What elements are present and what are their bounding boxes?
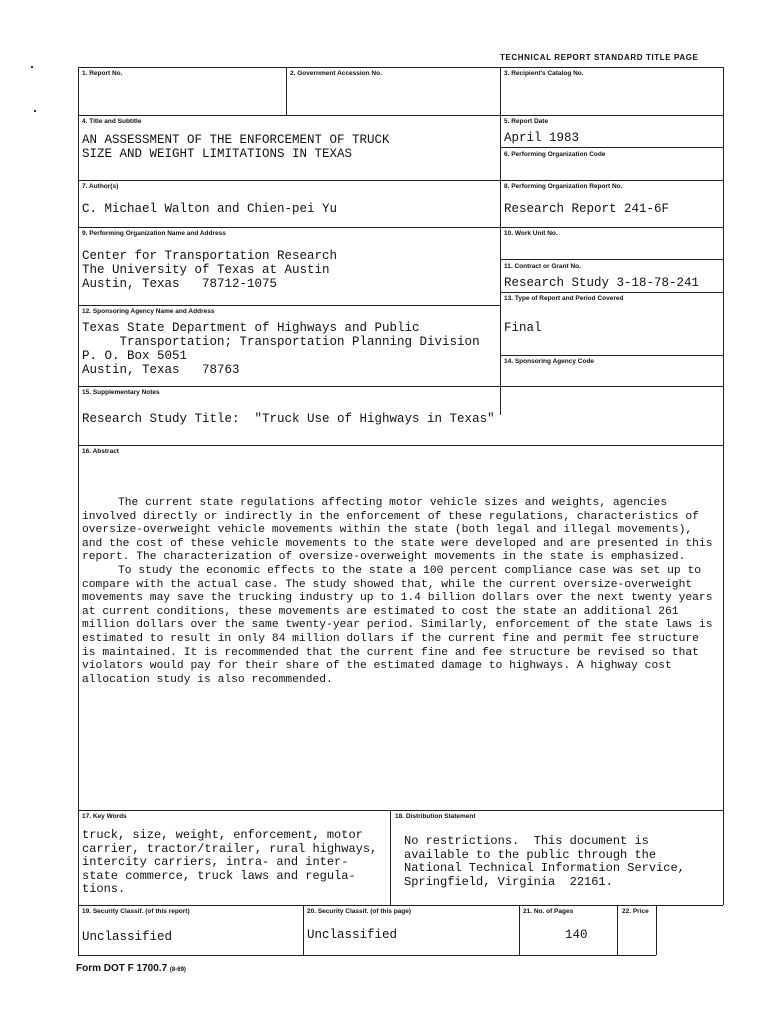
label-report-no: 1. Report No. — [82, 70, 123, 77]
label-abstract: 16. Abstract — [82, 448, 119, 455]
label-title-subtitle: 4. Title and Subtitle — [82, 118, 142, 125]
no-of-pages: 140 — [565, 928, 588, 942]
label-performing-org-report-no: 8. Performing Organization Report No. — [504, 183, 623, 190]
label-report-type: 13. Type of Report and Period Covered — [504, 295, 624, 302]
contract-grant-no: Research Study 3-18-78-241 — [504, 276, 700, 290]
security-report: Unclassified — [82, 930, 173, 944]
report-title: AN ASSESSMENT OF THE ENFORCEMENT OF TRUCK SIZE AND WEIGHT LIMITATIONS IN TEXAS — [82, 133, 390, 161]
label-report-date: 5. Report Date — [504, 118, 549, 125]
abstract-paragraph: The current state regulations affecting motor vehicle sizes and weights, agencies involved directly or indirectly in the enforcement of these regulations, characteristics of oversize-overweight vehicle movements within the state (both legal and illegal movements), and the cost of these vehicle movements to the state were developed and are presented in this report. The characterization of oversize-overweight movements in the state is emphasized. — [82, 497, 713, 564]
label-key-words: 17. Key Words — [82, 813, 127, 820]
scan-speck — [34, 110, 36, 112]
supplementary-notes: Research Study Title: "Truck Use of Highways in Texas" — [82, 412, 495, 426]
distribution-statement: No restrictions. This document is available to the public through the National Technical Information Service, Springfield, Virginia 22161. — [404, 834, 685, 889]
report-type: Final — [504, 321, 542, 335]
key-words: truck, size, weight, enforcement, motor carrier, tractor/trailer, rural highways, intercity carriers, intra- and inter- state commerce, truck laws and regula- tions. — [82, 828, 378, 897]
label-performing-org-code: 6. Performing Organization Code — [504, 151, 606, 158]
performing-org-name: Center for Transportation Research The University of Texas at Austin Austin, Texas 78712-1075 — [82, 249, 338, 291]
label-price: 22. Price — [622, 908, 649, 915]
label-contract-grant-no: 11. Contract or Grant No. — [504, 263, 581, 270]
form-header-title: TECHNICAL REPORT STANDARD TITLE PAGE — [500, 53, 699, 62]
label-security-report: 19. Security Classif. (of this report) — [82, 908, 190, 915]
sponsoring-agency: Texas State Department of Highways and Public Transportation; Transportation Planning Division P. O. Box 5051 Austin, Texas 78763 — [82, 321, 480, 377]
form-number — [76, 963, 186, 974]
label-supplementary-notes: 15. Supplementary Notes — [82, 389, 160, 396]
authors: C. Michael Walton and Chien-pei Yu — [82, 202, 338, 216]
scan-speck — [31, 66, 33, 68]
label-recipient-catalog-no: 3. Recipient's Catalog No. — [504, 70, 584, 77]
performing-org-report-no: Research Report 241-6F — [504, 202, 670, 216]
form-revision: (8-69) — [169, 967, 186, 973]
label-work-unit-no: 10. Work Unit No. — [504, 230, 558, 237]
label-gov-accession-no: 2. Government Accession No. — [290, 70, 382, 77]
abstract-text — [82, 497, 718, 687]
label-sponsoring-agency: 12. Sponsoring Agency Name and Address — [82, 308, 215, 315]
label-authors: 7. Author(s) — [82, 183, 119, 190]
abstract-paragraph: To study the economic effects to the state a 100 percent compliance case was set up to compare with the actual case. The study showed that, while the current oversize-overweight movements may save the trucking industry up to 1.4 billion dollars over the next twenty years at current conditions, these movements are estimated to cost the state an additional 261 million dollars over the same twenty-year period. Similarly, enforcement of the state laws is estimated to result in only 84 million dollars if the current fine and permit fee structure is maintained. It is recommended that the current fine and fee structure be revised so that violators would pay for their share of the estimated damage to highways. A highway cost allocation study is also recommended. — [82, 564, 713, 686]
form-id: Form DOT F 1700.7 — [76, 963, 168, 974]
label-performing-org-name: 9. Performing Organization Name and Address — [82, 230, 226, 237]
security-page: Unclassified — [307, 928, 398, 942]
label-security-page: 20. Security Classif. (of this page) — [307, 908, 412, 915]
label-sponsoring-agency-code: 14. Sponsoring Agency Code — [504, 358, 595, 365]
label-distribution-statement: 18. Distribution Statement — [395, 813, 476, 820]
label-no-of-pages: 21. No. of Pages — [523, 908, 574, 915]
report-date: April 1983 — [504, 131, 580, 145]
